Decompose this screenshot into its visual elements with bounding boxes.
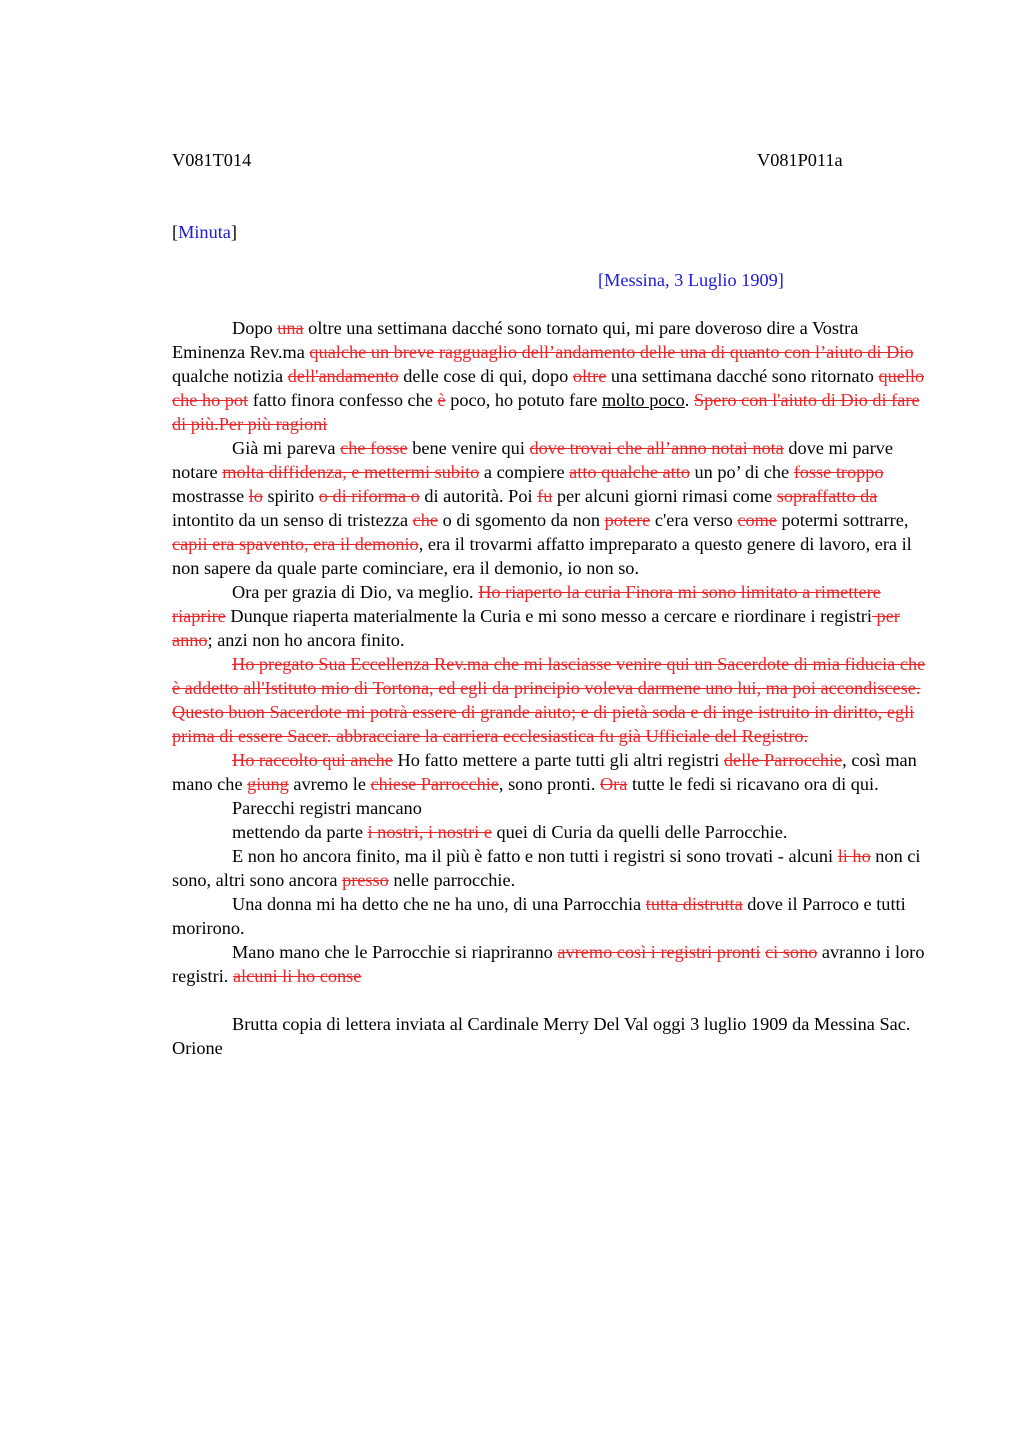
deleted-text: atto qualche atto	[569, 462, 690, 482]
text-run: c'era verso	[650, 510, 738, 530]
text-run: avremo le	[288, 774, 371, 794]
text-run: bene venire qui	[407, 438, 530, 458]
deleted-text: molta diffidenza, e mettermi subito	[222, 462, 480, 482]
document-code-left: V081T014	[172, 150, 252, 170]
text-run: Dopo	[232, 318, 278, 338]
label-text: Minuta	[178, 222, 231, 242]
header-row	[172, 148, 932, 172]
deleted-text: dove trovai che all’anno notai nota	[529, 438, 784, 458]
text-run: dove il Parroco e tutti morirono.	[172, 894, 906, 938]
closing-note: Brutta copia di lettera inviata al Cardinale Merry Del Val oggi 3 luglio 1909 da Messina Sac. Orione	[172, 1014, 911, 1058]
deleted-text: una	[277, 318, 304, 338]
text-run: oltre una settimana dacché sono tornato qui, mi pare doveroso dire a Vostra Eminenza Rev.ma	[172, 318, 859, 362]
deleted-text: per anno	[172, 606, 900, 650]
deleted-text: Ora	[599, 774, 628, 794]
deleted-text: Ho riaperto la curia Finora mi sono limitato a rimettere riaprire	[172, 582, 881, 626]
deleted-text: quello che ho pot	[172, 366, 925, 410]
text-run: qualche notizia	[172, 366, 288, 386]
document-page	[172, 148, 932, 1060]
deleted-text: tutta distrutta	[645, 894, 743, 914]
document-label	[172, 220, 932, 244]
paragraph	[172, 844, 932, 892]
paragraph	[172, 748, 932, 796]
text-run: a compiere	[479, 462, 570, 482]
text-run: Ho fatto mettere a parte tutti gli altri registri	[392, 750, 724, 770]
deleted-text: o di riforma o	[318, 486, 420, 506]
deleted-text: li ho	[837, 846, 871, 866]
deleted-text: dell'andamento	[287, 366, 399, 386]
text-run: ; anzi non ho ancora finito.	[207, 630, 405, 650]
deleted-text: fosse troppo	[793, 462, 884, 482]
text-run: mettendo da parte	[232, 822, 368, 842]
deleted-text: alcuni li ho conse	[232, 966, 362, 986]
text-run: .	[684, 390, 694, 410]
text-run: o di sgomento da non	[438, 510, 605, 530]
text-run: dove mi parve notare	[172, 438, 893, 482]
deleted-text: è	[437, 390, 446, 410]
letter-body	[172, 316, 932, 988]
text-run: intontito da un senso di tristezza	[172, 510, 413, 530]
paragraph	[172, 820, 932, 844]
deleted-text: come	[737, 510, 777, 530]
deleted-text: giung	[247, 774, 289, 794]
text-run: spirito	[262, 486, 319, 506]
underlined-text: molto poco	[602, 390, 685, 410]
text-run: Mano mano che le Parrocchie si riapriranno	[232, 942, 558, 962]
paragraph	[172, 940, 932, 988]
text-run: quei di Curia da quelli delle Parrocchie.	[491, 822, 788, 842]
text-run: avranno i loro registri.	[172, 942, 925, 986]
deleted-text: i nostri, i nostri e	[367, 822, 492, 842]
deleted-text: fu	[537, 486, 553, 506]
text-run: delle cose di qui, dopo	[398, 366, 573, 386]
deleted-text: chiese Parrocchie	[370, 774, 499, 794]
text-run: Dunque riaperta materialmente la Curia e mi sono messo a cercare e riordinare i registri	[225, 606, 872, 626]
text-run: mostrasse	[172, 486, 249, 506]
deleted-text: oltre	[572, 366, 607, 386]
text-run: non ci sono, altri sono ancora	[172, 846, 921, 890]
label-open-bracket: [	[172, 222, 179, 242]
deleted-text: potere	[604, 510, 651, 530]
text-run: Una donna mi ha detto che ne ha uno, di una Parrocchia	[232, 894, 646, 914]
text-run: Ora per grazia di Dio, va meglio.	[232, 582, 479, 602]
paragraph	[172, 652, 932, 748]
document-code-right: V081P011a	[757, 150, 843, 170]
dateline: [Messina, 3 Luglio 1909]	[598, 270, 784, 290]
text-run: fatto finora confesso che	[248, 390, 438, 410]
deleted-text: capii era spavento, era il demonio	[172, 534, 419, 554]
text-run: , così man mano che	[172, 750, 917, 794]
text-run: Già mi pareva	[232, 438, 341, 458]
deleted-text: presso	[342, 870, 389, 890]
text-run: per alcuni giorni rimasi come	[552, 486, 777, 506]
deleted-text: Spero con l'aiuto di Dio di fare di più.Per più ragioni	[172, 390, 920, 434]
label-close-bracket: ]	[230, 222, 237, 242]
deleted-text: lo	[248, 486, 263, 506]
deleted-text: Ho pregato Sua Eccellenza Rev.ma che mi lasciasse venire qui un Sacerdote di mia fiducia che è addetto all'Istituto mio di Tortona, ed egli da principio voleva darmene uno lui, ma poi accondiscese. Questo buon Sacerdote mi potrà essere di grande aiuto; e di pietà soda e di inge istruito in diritto, egli prima di essere Sacer. abbracciare la carriera ecclesiastica fu già Ufficiale del Registro.	[172, 654, 926, 746]
text-run: , era il trovarmi affatto impreparato a questo genere di lavoro, era il non sapere da quale parte cominciare, era il demonio, io non so.	[172, 534, 912, 578]
deleted-text: avremo così i registri pronti	[557, 942, 761, 962]
paragraph	[172, 580, 932, 652]
text-run: una settimana dacché sono ritornato	[606, 366, 879, 386]
paragraph	[172, 892, 932, 940]
paragraph	[172, 436, 932, 580]
deleted-text: delle Parrocchie	[723, 750, 843, 770]
text-run: potermi sottrarre,	[776, 510, 909, 530]
deleted-text: che fosse	[340, 438, 408, 458]
text-run: , sono pronti.	[498, 774, 600, 794]
text-run: un po’ di che	[689, 462, 794, 482]
text-run: di autorità. Poi	[419, 486, 538, 506]
deleted-text: sopraffatto da	[776, 486, 878, 506]
deleted-text: Ho raccolto qui anche	[232, 750, 393, 770]
text-run: Parecchi registri mancano	[232, 798, 422, 818]
deleted-text: qualche un breve ragguaglio dell’andamento delle una di quanto con l’aiuto di Dio	[309, 342, 914, 362]
paragraph	[172, 316, 932, 436]
deleted-text: che	[412, 510, 439, 530]
text-run: poco, ho potuto fare	[445, 390, 602, 410]
deleted-text: ci sono	[765, 942, 818, 962]
text-run: nelle parrocchie.	[388, 870, 516, 890]
paragraph	[172, 796, 932, 820]
text-run: E non ho ancora finito, ma il più è fatto e non tutti i registri si sono trovati - alcuni	[232, 846, 838, 866]
text-run: tutte le fedi si ricavano ora di qui.	[627, 774, 879, 794]
